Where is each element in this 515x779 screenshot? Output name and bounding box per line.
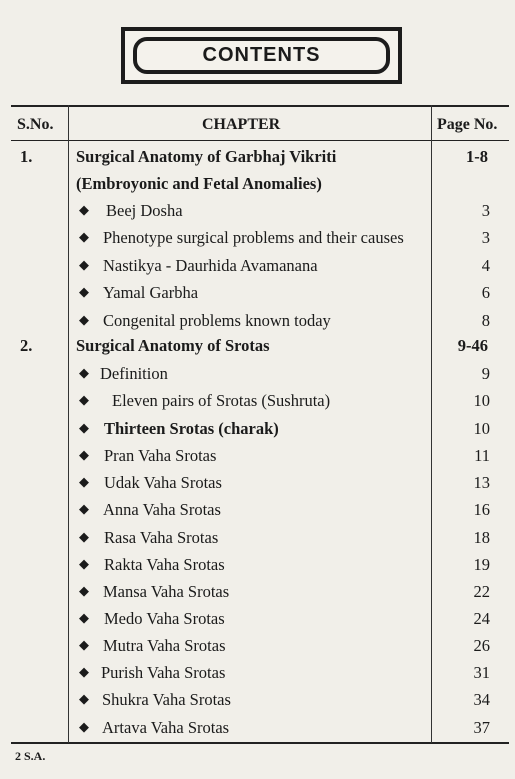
diamond-bullet-icon: ◆ — [79, 556, 89, 571]
list-item — [0, 201, 515, 228]
item-page: 11 — [474, 446, 490, 465]
header-chapter: CHAPTER — [202, 116, 281, 133]
item-label: Yamal Garbha — [103, 283, 199, 302]
diamond-bullet-icon: ◆ — [79, 501, 89, 516]
item-label: Nastikya - Daurhida Avamanana — [103, 256, 318, 275]
item-label: Thirteen Srotas (charak) — [104, 419, 279, 438]
item-label: Mansa Vaha Srotas — [103, 582, 230, 601]
header-page: Page No. — [437, 116, 498, 133]
item-page: 31 — [473, 663, 490, 682]
item-label: Eleven pairs of Srotas (Sushruta) — [112, 391, 331, 410]
diamond-bullet-icon: ◆ — [79, 312, 89, 327]
list-item — [0, 228, 515, 255]
diamond-bullet-icon: ◆ — [79, 474, 89, 489]
diamond-bullet-icon: ◆ — [79, 610, 89, 625]
item-page: 3 — [481, 228, 490, 247]
item-label: Rasa Vaha Srotas — [104, 528, 219, 547]
item-label: Congenital problems known today — [103, 311, 331, 330]
list-item — [0, 636, 515, 663]
list-item — [0, 528, 515, 555]
item-label: Medo Vaha Srotas — [104, 609, 225, 628]
item-page: 34 — [473, 690, 490, 709]
item-page: 6 — [481, 283, 490, 302]
diamond-bullet-icon: ◆ — [79, 719, 89, 734]
chapter-title: Surgical Anatomy of Srotas — [76, 336, 270, 355]
diamond-bullet-icon: ◆ — [79, 583, 89, 598]
contents-title: CONTENTS — [133, 37, 390, 74]
chapter-row — [0, 174, 515, 201]
item-page: 10 — [473, 419, 490, 438]
item-page: 22 — [473, 582, 490, 601]
chapter-title: Surgical Anatomy of Garbhaj Vikriti — [76, 147, 337, 166]
item-label: Purish Vaha Srotas — [101, 663, 226, 682]
item-page: 26 — [473, 636, 490, 655]
item-label: Rakta Vaha Srotas — [104, 555, 225, 574]
diamond-bullet-icon: ◆ — [79, 664, 89, 679]
diamond-bullet-icon: ◆ — [79, 637, 89, 652]
diamond-bullet-icon: ◆ — [79, 202, 89, 217]
item-label: Artava Vaha Srotas — [102, 718, 230, 737]
list-item — [0, 256, 515, 283]
item-label: Beej Dosha — [106, 201, 183, 220]
item-label: Shukra Vaha Srotas — [102, 690, 231, 709]
header-sno: S.No. — [17, 116, 54, 133]
list-item — [0, 473, 515, 500]
diamond-bullet-icon: ◆ — [79, 447, 89, 462]
item-page: 10 — [473, 391, 490, 410]
item-page: 18 — [473, 528, 490, 547]
list-item — [0, 391, 515, 418]
list-item — [0, 555, 515, 582]
page-footer: 2 S.A. — [15, 749, 46, 763]
item-page: 8 — [481, 311, 490, 330]
item-page: 9 — [481, 364, 490, 383]
item-page: 4 — [481, 256, 490, 275]
item-label: Anna Vaha Srotas — [103, 500, 221, 519]
list-item — [0, 419, 515, 446]
chapter-number: 1. — [20, 147, 33, 166]
diamond-bullet-icon: ◆ — [79, 529, 89, 544]
contents-title-frame — [121, 27, 402, 84]
chapter-row — [0, 336, 515, 363]
item-page: 37 — [473, 718, 490, 737]
diamond-bullet-icon: ◆ — [79, 257, 89, 272]
chapter-title: (Embroyonic and Fetal Anomalies) — [76, 174, 322, 193]
item-label: Phenotype surgical problems and their causes — [103, 228, 404, 247]
diamond-bullet-icon: ◆ — [79, 365, 89, 380]
table-top-rule — [11, 105, 509, 107]
item-label: Definition — [100, 364, 168, 383]
diamond-bullet-icon: ◆ — [79, 691, 89, 706]
list-item — [0, 609, 515, 636]
list-item — [0, 718, 515, 745]
list-item — [0, 446, 515, 473]
chapter-number: 2. — [20, 336, 33, 355]
item-label: Pran Vaha Srotas — [104, 446, 217, 465]
item-label: Mutra Vaha Srotas — [103, 636, 226, 655]
item-label: Udak Vaha Srotas — [104, 473, 222, 492]
list-item — [0, 311, 515, 338]
item-page: 13 — [473, 473, 490, 492]
list-item — [0, 500, 515, 527]
list-item — [0, 582, 515, 609]
item-page: 24 — [473, 609, 490, 628]
list-item — [0, 283, 515, 310]
item-page: 19 — [473, 555, 490, 574]
chapter-pages: 9-46 — [457, 336, 488, 355]
list-item — [0, 663, 515, 690]
diamond-bullet-icon: ◆ — [79, 284, 89, 299]
chapter-row — [0, 147, 515, 174]
item-page: 3 — [481, 201, 490, 220]
list-item — [0, 690, 515, 717]
diamond-bullet-icon: ◆ — [79, 420, 89, 435]
chapter-pages: 1-8 — [466, 147, 488, 166]
diamond-bullet-icon: ◆ — [79, 392, 89, 407]
diamond-bullet-icon: ◆ — [79, 229, 89, 244]
table-header-rule — [11, 140, 509, 141]
item-page: 16 — [473, 500, 490, 519]
list-item — [0, 364, 515, 391]
